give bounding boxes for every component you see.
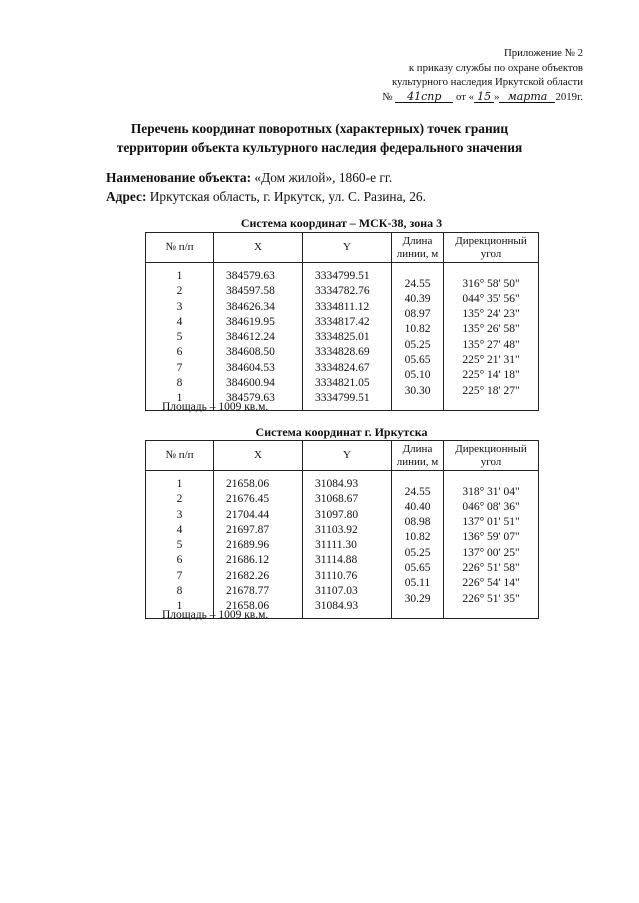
annex-block bbox=[382, 46, 583, 104]
y-cell: 3334811.12 bbox=[315, 300, 370, 313]
x-cell: 384619.95 bbox=[226, 315, 275, 328]
x-cell: 384604.53 bbox=[226, 361, 275, 374]
num-column bbox=[146, 263, 214, 411]
num-cell: 8 bbox=[176, 377, 183, 390]
num-cell: 3 bbox=[176, 508, 183, 521]
len-cell: 05.65 bbox=[404, 354, 431, 367]
table-header-row bbox=[146, 233, 539, 263]
len-cell: 40.40 bbox=[404, 500, 431, 513]
x-cell: 384600.94 bbox=[226, 377, 275, 390]
y-cell: 31084.93 bbox=[315, 600, 359, 613]
angle-cell: 225° 14' 18" bbox=[462, 369, 520, 382]
y-cell: 31114.88 bbox=[315, 554, 358, 567]
y-cell: 3334824.67 bbox=[315, 361, 370, 374]
len-cell: 08.98 bbox=[404, 516, 431, 529]
header-y: Y bbox=[303, 441, 392, 471]
y-cell: 31110.76 bbox=[315, 569, 358, 582]
header-length: Длина линии, м bbox=[392, 441, 444, 471]
x-cell: 21658.06 bbox=[226, 478, 270, 490]
length-column bbox=[392, 263, 444, 411]
angle-cell: 137° 00' 25" bbox=[462, 546, 520, 559]
angle-cell: 136° 59' 07" bbox=[462, 531, 520, 544]
angle-cell: 225° 18' 27" bbox=[462, 384, 520, 397]
y-cell: 31097.80 bbox=[315, 508, 359, 521]
len-cell: 30.30 bbox=[404, 384, 431, 397]
y-cell: 31107.03 bbox=[315, 585, 358, 598]
angle-cell: 226° 51' 35" bbox=[462, 592, 520, 605]
num-cell: 4 bbox=[176, 315, 183, 328]
coordinates-table-irkutsk bbox=[145, 440, 539, 619]
num-cell: 3 bbox=[176, 300, 183, 313]
object-name-row bbox=[106, 168, 426, 187]
y-cell: 31068.67 bbox=[315, 493, 359, 506]
num-column bbox=[146, 471, 214, 619]
x-cell: 21697.87 bbox=[226, 523, 270, 536]
x-cell: 21678.77 bbox=[226, 585, 270, 598]
system-1-caption: Система координат – МСК-38, зона 3 bbox=[240, 216, 443, 230]
system-1-area: Площадь – 1009 кв.м. bbox=[162, 401, 269, 413]
num-cell: 2 bbox=[176, 493, 183, 506]
y-cell: 31084.93 bbox=[315, 478, 359, 490]
angle-cell: 226° 51' 58" bbox=[462, 562, 520, 575]
angle-cell: 135° 27' 48" bbox=[462, 338, 520, 351]
annex-line-3: культурного наследия Иркутской области bbox=[391, 76, 583, 88]
x-cell: 21676.45 bbox=[226, 493, 270, 506]
x-column bbox=[214, 263, 303, 411]
system-2-area: Площадь – 1009 кв.м. bbox=[162, 609, 269, 621]
angle-column bbox=[444, 263, 539, 411]
x-cell: 384579.63 bbox=[226, 270, 275, 282]
len-cell: 05.25 bbox=[404, 338, 431, 351]
len-cell: 05.10 bbox=[404, 369, 431, 382]
angle-cell: 225° 21' 31" bbox=[462, 354, 520, 367]
x-cell: 21689.96 bbox=[226, 539, 270, 552]
object-name-value: «Дом жилой», 1860-е гг. bbox=[254, 170, 393, 185]
length-column bbox=[392, 471, 444, 619]
annex-no-value: 41спр bbox=[395, 91, 453, 103]
len-cell: 05.11 bbox=[404, 577, 431, 590]
angle-cell: 135° 24' 23" bbox=[462, 308, 520, 321]
annex-month: марта bbox=[499, 91, 555, 103]
annex-line-2: к приказу службы по охране объектов bbox=[408, 61, 583, 74]
y-cell: 3334799.51 bbox=[315, 392, 370, 405]
annex-day: 15 bbox=[474, 91, 494, 103]
y-cell: 31103.92 bbox=[315, 523, 358, 536]
header-num: № п/п bbox=[146, 233, 214, 263]
header-angle: Дирекционный угол bbox=[444, 441, 539, 471]
num-cell: 1 bbox=[176, 478, 183, 490]
object-address-value: Иркутская область, г. Иркутск, ул. С. Разина, 26. bbox=[149, 189, 426, 204]
system-2-caption: Система координат г. Иркутска bbox=[255, 425, 428, 439]
header-num: № п/п bbox=[146, 441, 214, 471]
angle-cell: 046° 08' 36" bbox=[462, 500, 520, 513]
y-cell: 3334817.42 bbox=[315, 315, 370, 328]
table-header-row bbox=[146, 441, 539, 471]
annex-day-close: » bbox=[494, 90, 500, 103]
len-cell: 05.65 bbox=[404, 562, 431, 575]
header-x: X bbox=[214, 233, 303, 263]
len-cell: 05.25 bbox=[404, 546, 431, 559]
num-cell: 8 bbox=[176, 585, 183, 598]
y-cell: 3334828.69 bbox=[315, 346, 370, 359]
len-cell: 24.55 bbox=[404, 485, 431, 498]
coordinates-table-msk38 bbox=[145, 232, 539, 411]
num-cell: 6 bbox=[176, 346, 183, 359]
x-cell: 384608.50 bbox=[226, 346, 275, 359]
annex-line-1: Приложение № 2 bbox=[503, 47, 583, 59]
y-column bbox=[303, 263, 392, 411]
len-cell: 24.55 bbox=[404, 277, 431, 290]
title-line-2: территории объекта культурного наследия федерального значения bbox=[116, 140, 523, 155]
angle-cell: 135° 26' 58" bbox=[462, 323, 520, 336]
x-cell: 384597.58 bbox=[226, 285, 275, 298]
object-address-label: Адрес: bbox=[106, 189, 147, 204]
angle-cell: 226° 54' 14" bbox=[462, 577, 520, 590]
y-cell: 3334821.05 bbox=[315, 377, 370, 390]
angle-cell: 318° 31' 04" bbox=[462, 485, 520, 498]
angle-cell: 316° 58' 50" bbox=[462, 277, 520, 290]
header-x: X bbox=[214, 441, 303, 471]
object-name-label: Наименование объекта: bbox=[106, 170, 252, 185]
y-cell: 31111.30 bbox=[315, 539, 357, 552]
x-cell: 21658.06 bbox=[226, 600, 270, 613]
angle-column bbox=[444, 471, 539, 619]
num-cell: 2 bbox=[176, 285, 183, 298]
table-body-row bbox=[146, 471, 539, 619]
num-cell: 7 bbox=[176, 361, 183, 374]
y-cell: 3334782.76 bbox=[315, 285, 370, 298]
annex-from-label: от « bbox=[456, 90, 475, 103]
x-cell: 384579.63 bbox=[226, 392, 275, 405]
len-cell: 10.82 bbox=[404, 531, 431, 544]
x-column bbox=[214, 471, 303, 619]
len-cell: 30.29 bbox=[404, 592, 431, 605]
annex-line-4 bbox=[382, 90, 583, 105]
num-cell: 1 bbox=[176, 392, 183, 405]
num-cell: 1 bbox=[176, 270, 183, 282]
len-cell: 40.39 bbox=[404, 292, 431, 305]
x-cell: 21704.44 bbox=[226, 508, 270, 521]
title-line-1: Перечень координат поворотных (характерных) точек границ bbox=[130, 121, 509, 136]
num-cell: 1 bbox=[176, 600, 183, 613]
x-cell: 384626.34 bbox=[226, 300, 275, 313]
object-address-row bbox=[106, 187, 426, 206]
document-title bbox=[0, 119, 639, 157]
num-cell: 7 bbox=[176, 569, 183, 582]
x-cell: 21682.26 bbox=[226, 569, 270, 582]
header-length: Длина линии, м bbox=[392, 233, 444, 263]
header-y: Y bbox=[303, 233, 392, 263]
num-cell: 5 bbox=[176, 331, 183, 344]
object-info bbox=[106, 168, 426, 206]
y-cell: 3334799.51 bbox=[315, 270, 370, 282]
annex-year: 2019г. bbox=[555, 90, 583, 103]
x-cell: 384612.24 bbox=[226, 331, 275, 344]
angle-cell: 044° 35' 56" bbox=[462, 292, 520, 305]
angle-cell: 137° 01' 51" bbox=[462, 516, 520, 529]
annex-no-label: № bbox=[382, 90, 393, 103]
table-body-row bbox=[146, 263, 539, 411]
num-cell: 6 bbox=[176, 554, 183, 567]
y-column bbox=[303, 471, 392, 619]
y-cell: 3334825.01 bbox=[315, 331, 370, 344]
num-cell: 5 bbox=[176, 539, 183, 552]
num-cell: 4 bbox=[176, 523, 183, 536]
x-cell: 21686.12 bbox=[226, 554, 270, 567]
len-cell: 10.82 bbox=[404, 323, 431, 336]
header-angle: Дирекционный угол bbox=[444, 233, 539, 263]
len-cell: 08.97 bbox=[404, 308, 431, 321]
